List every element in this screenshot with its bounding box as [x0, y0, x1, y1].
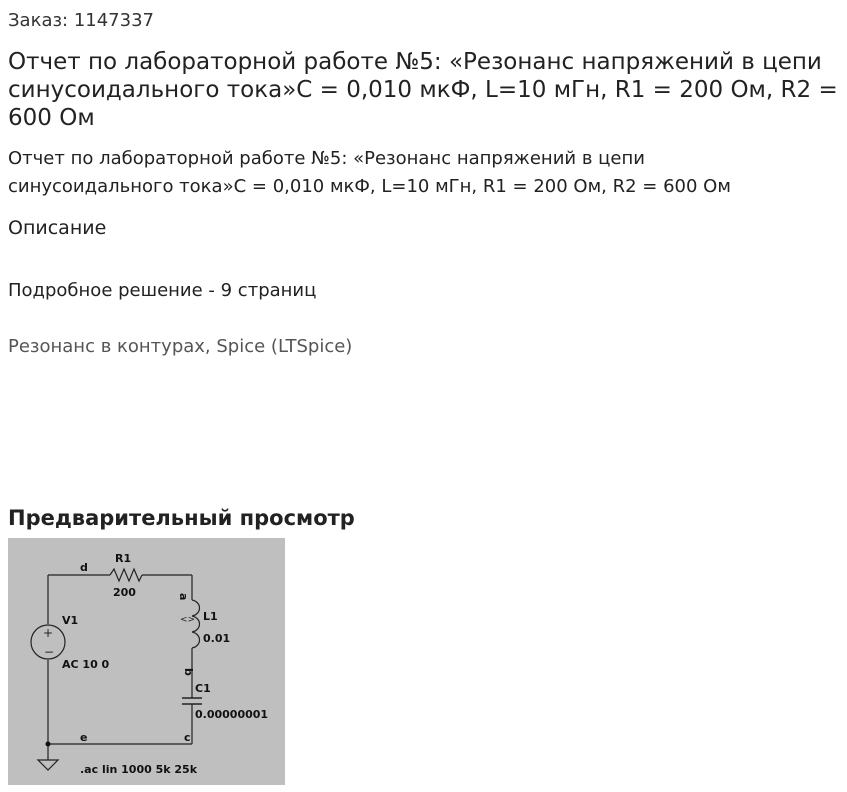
- order-number: Заказ: 1147337: [8, 10, 154, 31]
- resistor-r1-symbol: [110, 569, 142, 581]
- l1-name-label: L1: [203, 610, 218, 623]
- spice-directive-label: .ac lin 1000 5k 25k: [80, 763, 198, 776]
- r1-value-label: 200: [113, 586, 136, 599]
- node-label-d: d: [80, 561, 88, 574]
- description-detail: Подробное решение - 9 страниц: [8, 280, 317, 301]
- r1-name-label: R1: [115, 552, 132, 565]
- ground-node-dot: [46, 742, 51, 747]
- plus-sign-icon: +: [43, 626, 54, 640]
- node-label-a: a: [177, 593, 190, 601]
- page-subtitle: Отчет по лабораторной работе №5: «Резонанс напряжений в цепи синусоидального тока»C = 0,010 мкФ, L=10 мГн, R1 = 200 Ом, R2 = 600 Ом: [8, 148, 731, 197]
- node-label-e: e: [80, 731, 88, 744]
- description-heading: Описание: [8, 217, 107, 239]
- c1-name-label: C1: [195, 682, 211, 695]
- inductor-polarity-icon: <>: [180, 615, 196, 625]
- v1-name-label: V1: [62, 614, 79, 627]
- node-label-c: c: [184, 731, 191, 744]
- v1-value-label: AC 10 0: [62, 658, 110, 671]
- page-title: Отчет по лабораторной работе №5: «Резонанс напряжений в цепи синусоидального тока»C = 0,010 мкФ, L=10 мГн, R1 = 200 Ом, R2 = 600 Ом: [8, 49, 838, 131]
- c1-value-label: 0.00000001: [195, 708, 269, 721]
- l1-value-label: 0.01: [203, 632, 231, 645]
- circuit-schematic: [8, 538, 285, 785]
- description-tags: Резонанс в контурах, Spice (LTSpice): [8, 336, 353, 357]
- node-label-b: b: [182, 668, 195, 676]
- ground-symbol: [38, 760, 58, 770]
- minus-sign-icon: −: [44, 645, 55, 659]
- preview-image[interactable]: [8, 538, 285, 785]
- preview-heading: Предварительный просмотр: [8, 506, 355, 530]
